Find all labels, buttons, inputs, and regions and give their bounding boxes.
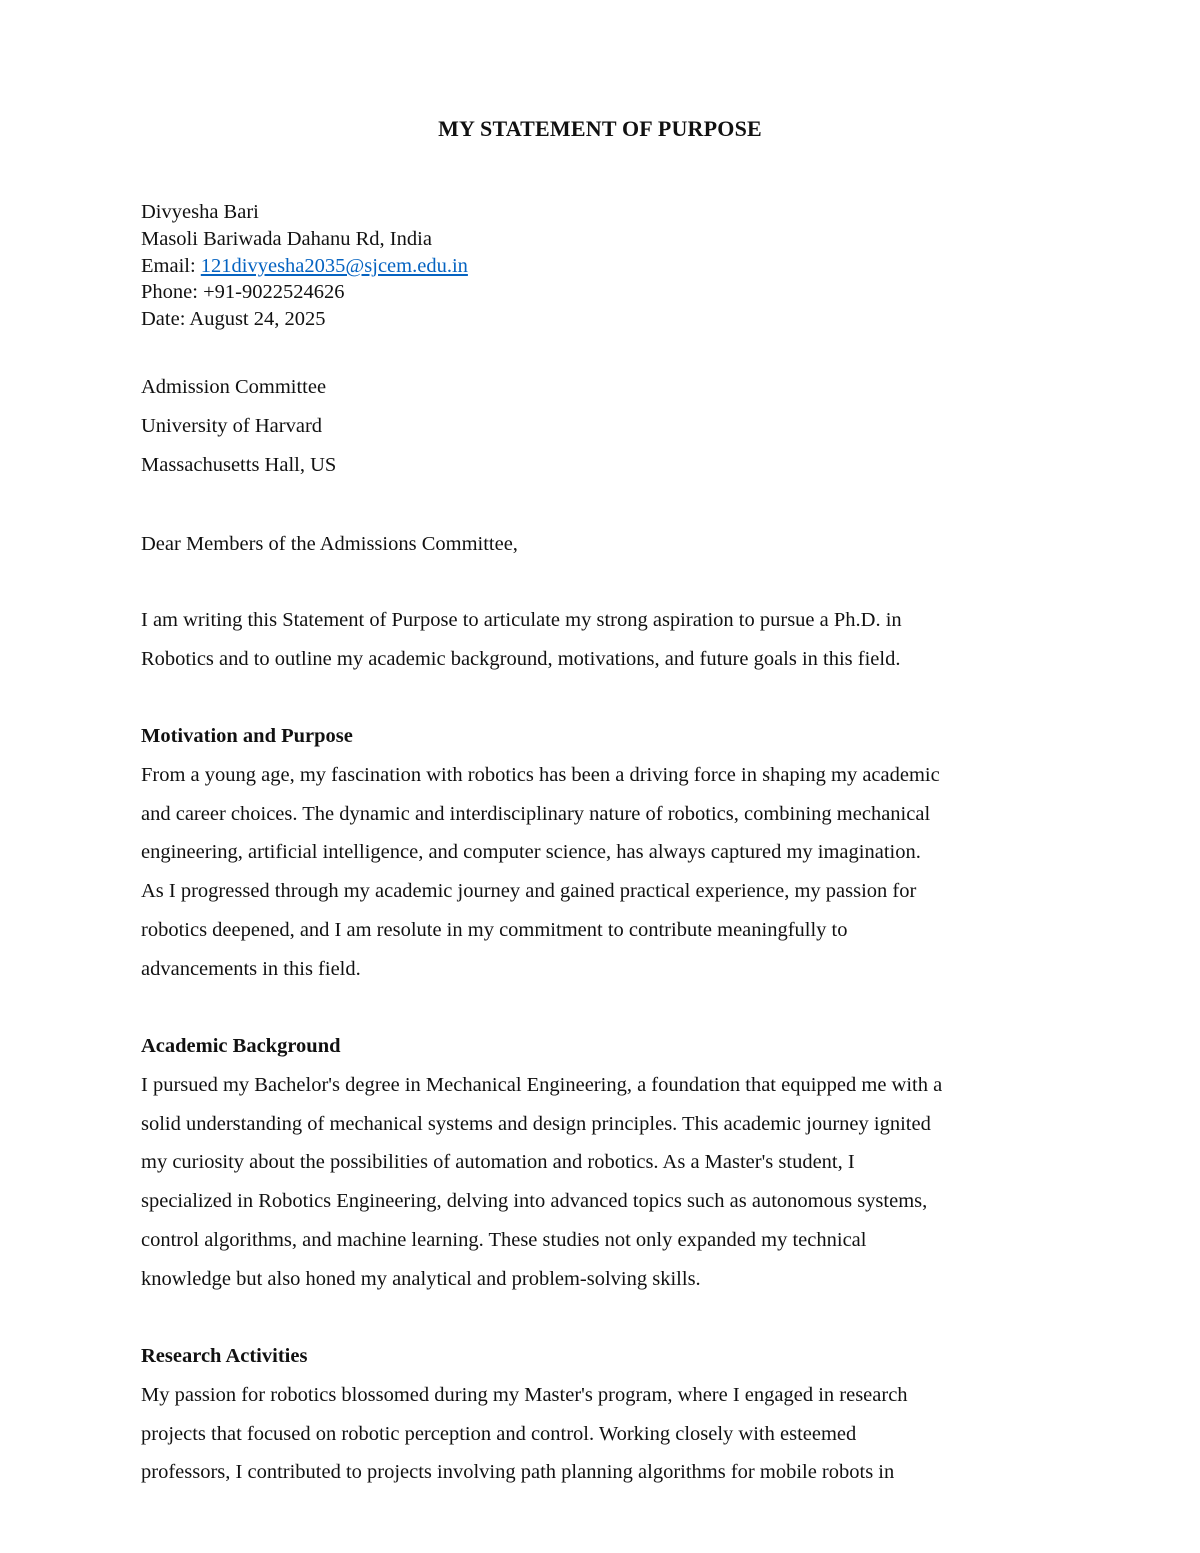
recipient-line: Massachusetts Hall, US <box>141 454 337 476</box>
sender-name: Divyesha Bari <box>141 201 259 223</box>
section-research-activities <box>141 1337 1081 1492</box>
paragraph-line: advancements in this field. <box>141 957 361 980</box>
paragraph-line: and career choices. The dynamic and interdisciplinary nature of robotics, combining mechanical <box>141 802 931 825</box>
paragraph-line: As I progressed through my academic journey and gained practical experience, my passion for <box>141 880 917 903</box>
recipient-info <box>141 368 1081 485</box>
paragraph-line: projects that focused on robotic perception and control. Working closely with esteemed <box>141 1422 857 1445</box>
paragraph-line: robotics deepened, and I am resolute in my commitment to contribute meaningfully to <box>141 918 848 941</box>
sender-phone: Phone: +91-9022524626 <box>141 281 345 304</box>
email-label: Email: <box>141 254 201 277</box>
paragraph-line: I am writing this Statement of Purpose to articulate my strong aspiration to pursue a Ph.D. in <box>141 609 902 631</box>
section-academic-background <box>141 1027 1081 1299</box>
salutation: Dear Members of the Admissions Committee, <box>141 533 518 555</box>
email-link[interactable]: 121divyesha2035@sjcem.edu.in <box>200 254 468 277</box>
recipient-line: Admission Committee <box>141 376 327 398</box>
paragraph-line: engineering, artificial intelligence, and computer science, has always captured my imagination. <box>141 841 921 864</box>
paragraph-line: My passion for robotics blossomed during my Master's program, where I engaged in research <box>141 1383 908 1406</box>
recipient-line: University of Harvard <box>141 415 323 437</box>
paragraph-line: Robotics and to outline my academic background, motivations, and future goals in this field. <box>141 647 901 670</box>
paragraph-line: From a young age, my fascination with robotics has been a driving force in shaping my academic <box>141 763 940 786</box>
sender-info <box>141 199 1081 333</box>
section-heading: Research Activities <box>141 1345 308 1367</box>
document-title: MY STATEMENT OF PURPOSE <box>438 116 762 141</box>
section-motivation <box>141 717 1081 989</box>
paragraph-line: knowledge but also honed my analytical and problem-solving skills. <box>141 1267 701 1290</box>
section-heading: Motivation and Purpose <box>141 725 353 747</box>
paragraph-line: control algorithms, and machine learning. These studies not only expanded my technical <box>141 1228 867 1251</box>
letter-date: Date: August 24, 2025 <box>141 308 326 331</box>
paragraph-line: solid understanding of mechanical systems and design principles. This academic journey ignited <box>141 1112 931 1135</box>
paragraph-line: my curiosity about the possibilities of automation and robotics. As a Master's student, I <box>141 1151 855 1174</box>
section-heading: Academic Background <box>141 1035 341 1057</box>
paragraph-line: specialized in Robotics Engineering, delving into advanced topics such as autonomous systems, <box>141 1190 928 1213</box>
paragraph-line: I pursued my Bachelor's degree in Mechanical Engineering, a foundation that equipped me with a <box>141 1073 943 1096</box>
sender-email-line <box>141 253 1081 280</box>
sender-address: Masoli Bariwada Dahanu Rd, India <box>141 227 432 250</box>
intro-paragraph <box>141 601 1081 679</box>
paragraph-line: professors, I contributed to projects involving path planning algorithms for mobile robots in <box>141 1461 895 1484</box>
